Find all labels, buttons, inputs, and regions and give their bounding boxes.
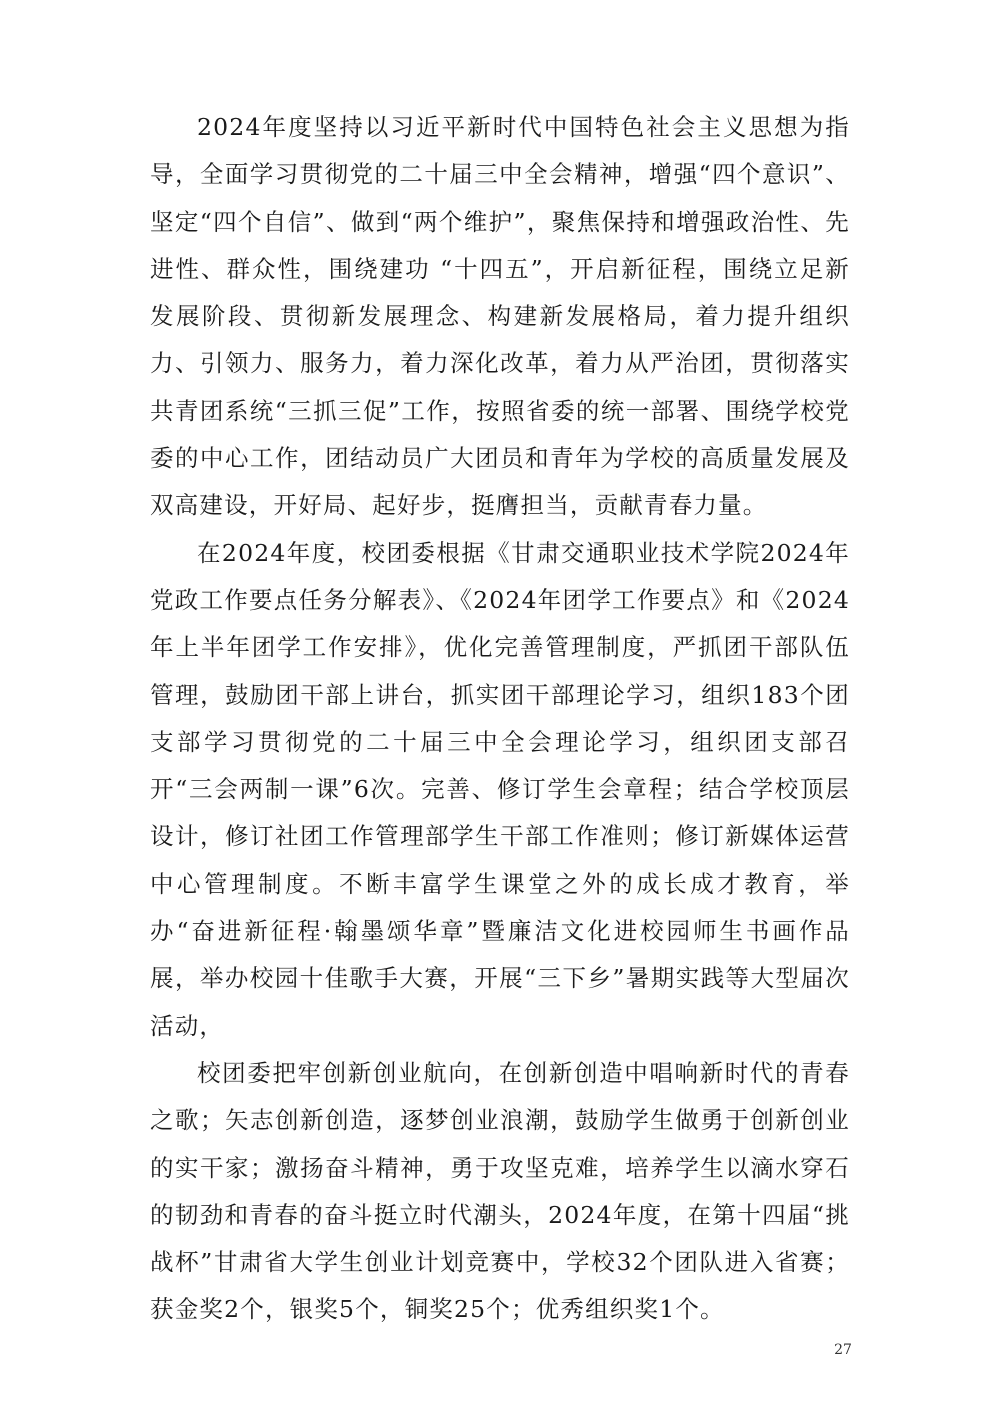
paragraph-2: 在2024年度，校团委根据《甘肃交通职业技术学院2024年党政工作要点任务分解表》、《2024年团学工作要点》和《2024年上半年团学工作安排》，优化完善管理制度，严抓团干部队伍管理，鼓励团干部上讲台，抓实团干部理论学习，组织183个团支部学习贯彻党的二十届三中全会理论学习，组织团支部召开“三会两制一课”6次。完善、修订学生会章程；结合学校顶层设计，修订社团工作管理部学生干部工作准则；修订新媒体运营中心管理制度。不断丰富学生课堂之外的成长成才教育，举办“奋进新征程·翰墨颂华章”暨廉洁文化进校园师生书画作品展，举办校园十佳歌手大赛，开展“三下乡”暑期实践等大型届次活动， (150, 538, 850, 1040)
page-number: 27 (834, 1342, 852, 1358)
paragraph-1: 2024年度坚持以习近平新时代中国特色社会主义思想为指导，全面学习贯彻党的二十届三中全会精神，增强“四个意识”、坚定“四个自信”、做到“两个维护”，聚焦保持和增强政治性、先进性、群众性，围绕建功 “十四五”，开启新征程，围绕立足新发展阶段、贯彻新发展理念、构建新发展格局，着力提升组织力、引领力、服务力，着力深化改革，着力从严治团，贯彻落实共青团系统“三抓三促”工作，按照省委的统一部署、围绕学校党委的中心工作，团结动员广大团员和青年为学校的高质量发展及双高建设，开好局、起好步，挺膺担当，贡献青春力量。 (150, 113, 850, 520)
paragraph-3: 校团委把牢创新创业航向，在创新创造中唱响新时代的青春之歌；矢志创新创造，逐梦创业浪潮，鼓励学生做勇于创新创业的实干家；激扬奋斗精神，勇于攻坚克难，培养学生以滴水穿石的韧劲和青春的奋斗挺立时代潮头，2024年度，在第十四届“挑战杯”甘肃省大学生创业计划竞赛中，学校32个团队进入省赛；获金奖2个，银奖5个，铜奖25个；优秀组织奖1个。 (150, 1058, 850, 1324)
body-text (150, 104, 850, 1334)
